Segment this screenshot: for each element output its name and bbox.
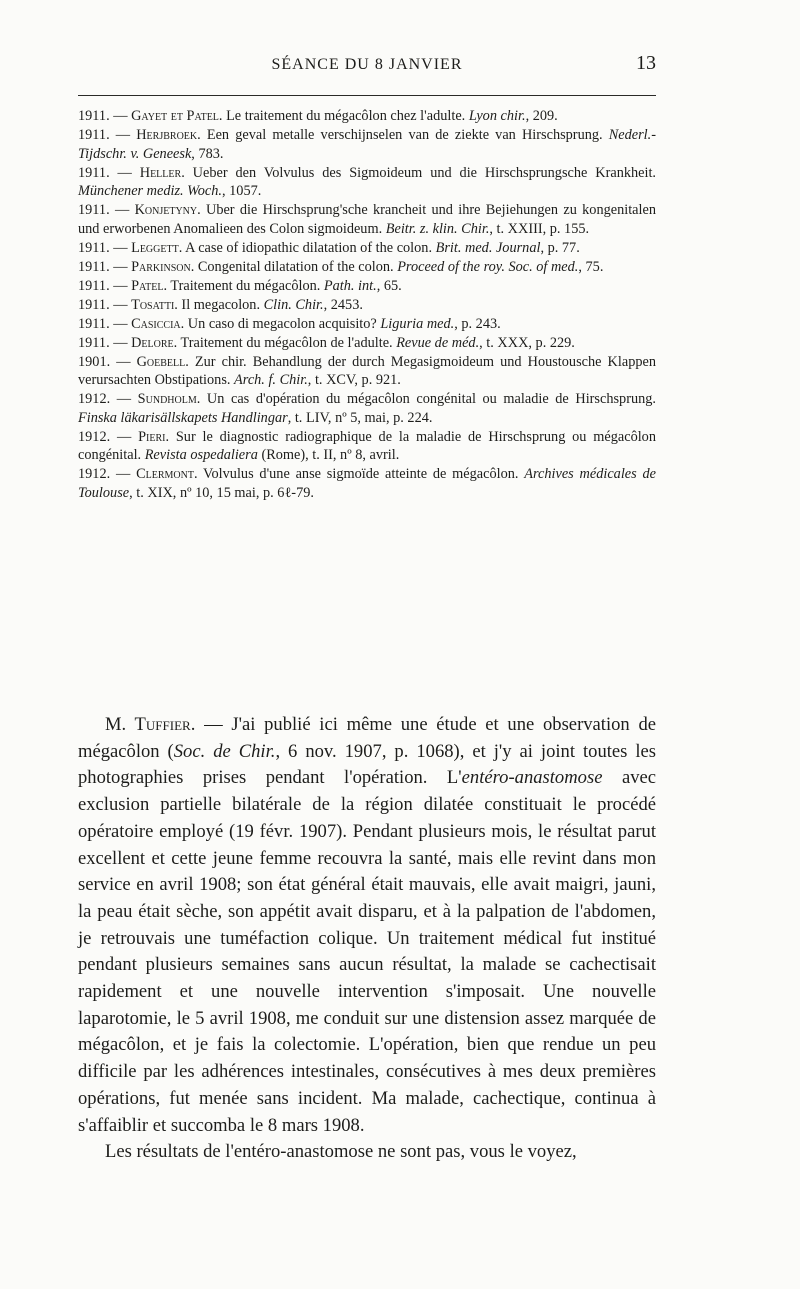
entry-title: . Uber die Hirschsprung'sche krancheit und ihre Bejiehungen zu kongenitalen und erworbenen Anomalieen des Colon sigmoideum. (78, 202, 656, 237)
entry-year: 1912. (78, 391, 111, 407)
entry-year: 1911. (78, 239, 110, 256)
bibliography-entry (78, 277, 656, 296)
entry-year: 1911. (78, 202, 110, 218)
entry-dash: — (110, 466, 137, 482)
entry-year: 1911. (78, 315, 110, 332)
entry-year: 1912. (78, 428, 111, 445)
bibliography-entry (78, 201, 656, 238)
entry-title: . Sur le diagnostic radiographique de la maladie de Hirschsprung ou mégacôlon congénital. (78, 428, 656, 463)
entry-details: , t. XXIII, p. 155. (489, 220, 590, 237)
body-paragraph (78, 1139, 656, 1166)
bibliography-entry (78, 239, 656, 258)
bibliography-entry (78, 107, 656, 126)
entry-dash: — (109, 296, 132, 313)
entry-title: . Zur chir. Behandlung der durch Megasigmoideum und Houstousche Klappen verursachten Obstipations. (78, 353, 656, 388)
header-rule (78, 95, 656, 96)
entry-details: , 209. (525, 108, 558, 124)
entry-author: Pieri (138, 428, 166, 445)
paragraph-text: , 6 nov. 1907, p. 1068), et j'y ai joint toutes les photographies prises pendant l'opération. L' (78, 740, 657, 789)
entry-journal: Münchener mediz. Woch. (78, 183, 222, 199)
entry-dash: — (109, 202, 135, 218)
entry-journal: Revista ospedaliera (144, 447, 258, 463)
bibliography-entry (78, 258, 656, 277)
entry-journal: Liguria med. (380, 315, 455, 332)
running-title: SÉANCE DU 8 JANVIER (271, 56, 463, 73)
entry-dash: — (109, 108, 132, 124)
entry-year: 1911. (78, 277, 110, 294)
paragraph-text: Les résultats de l'entéro-anastomose ne sont pas, vous le voyez, (105, 1141, 577, 1163)
entry-author: Clermont (136, 466, 194, 482)
entry-author: Leggett (131, 239, 179, 256)
paragraph-text: . — J'ai publié ici même une étude et une observation de mégacôlon ( (78, 714, 656, 762)
entry-dash: — (109, 239, 132, 256)
speaker-name: M. Tuffier (105, 714, 191, 735)
bibliography-entry (78, 296, 656, 315)
bibliography-entry (78, 126, 656, 163)
entry-title: . Ueber den Volvulus des Sigmoideum und die Hirschsprungsche Krankheit. (181, 164, 656, 181)
entry-year: 1901. (78, 353, 111, 370)
entry-title: . Volvulus d'une anse sigmoïde atteinte de mégacôlon. (193, 466, 525, 482)
entry-journal: Finska läkarisällskapets Handlingar (78, 409, 288, 426)
entry-dash: — (109, 258, 132, 275)
bibliography-entry (78, 353, 656, 390)
entry-details: , t. XCV, p. 921. (307, 372, 401, 388)
entry-details: , t. XIX, nº 10, 15 mai, p. 6ℓ-79. (129, 484, 314, 501)
bibliography-list (78, 107, 656, 503)
entry-author: Tosatti (131, 296, 175, 313)
entry-journal: Revue de méd. (396, 334, 480, 351)
entry-dash: — (109, 127, 137, 143)
entry-details: , t. LIV, nº 5, mai, p. 224. (287, 409, 433, 426)
entry-details: , t. XXX, p. 229. (479, 334, 575, 351)
journal-citation: Soc. de Chir. (173, 740, 276, 762)
entry-journal: Archives médicales de Toulouse (78, 466, 656, 501)
entry-year: 1911. (78, 258, 110, 275)
entry-year: 1911. (78, 164, 110, 181)
entry-title: . Le traitement du mégacôlon chez l'adulte. (218, 108, 469, 124)
entry-year: 1911. (78, 296, 110, 313)
entry-dash: — (110, 428, 139, 445)
entry-author: Gayet et Patel (131, 108, 219, 124)
bibliography-entry (78, 465, 656, 502)
entry-title: . Un cas d'opération du mégacôlon congénital ou maladie de Hirschsprung. (196, 391, 656, 407)
entry-journal: Lyon chir. (468, 108, 526, 124)
entry-journal: Beitr. z. klin. Chir. (385, 220, 490, 237)
entry-details: , p. 243. (454, 315, 501, 332)
page-header (78, 52, 656, 78)
entry-year: 1912. (78, 466, 111, 482)
page-number: 13 (636, 52, 656, 74)
entry-dash: — (109, 334, 132, 351)
bibliography-entry (78, 334, 656, 353)
entry-author: Heller (139, 164, 182, 181)
bibliography-entry (78, 428, 656, 465)
entry-author: Herjbroek (136, 127, 198, 143)
entry-details: , 65. (376, 277, 402, 294)
entry-year: 1911. (78, 108, 110, 124)
paragraph-text: avec exclusion partielle bilatérale de la région dilatée constituait le procédé opératoire employé (19 févr. 1907). Pendant plusieurs mois, le résultat parut excellent et cette jeune femme recouvra la santé, mais elle revint dans mon service en avril 1908; son état général était mauvais, elle avait maigri, jauni, la peau était sèche, son appétit avait disparu, et à la palpation de l'abdomen, je retrouvais une tuméfaction colique. Un traitement médical fut institué pendant plusieurs semaines sans aucun résultat, la malade se cachectisait rapidement et une nouvelle intervention s'imposait. Une nouvelle laparotomie, le 5 avril 1908, me conduit sur une distension assez marquée de mégacôlon, et je fais la colectomie. L'opération, bien que rendue un peu difficile par les adhérences intestinales, consécutives à mes deux premières opérations, fut menée sans incident. Ma malade, cachectique, continua à s'affaiblir et succomba le 8 mars 1908. (78, 767, 656, 1136)
entry-details: (Rome), t. II, nº 8, avril. (257, 447, 400, 463)
entry-title: . Traitement du mégacôlon. (163, 277, 324, 294)
entry-year: 1911. (78, 334, 110, 351)
entry-journal: Arch. f. Chir. (234, 372, 308, 388)
entry-author: Casiccia (131, 315, 181, 332)
entry-title: . Il megacolon. (174, 296, 264, 313)
bibliography-entry (78, 315, 656, 334)
entry-author: Delore (131, 334, 174, 351)
entry-author: Goebell (136, 353, 186, 370)
entry-author: Sundholm (137, 391, 197, 407)
entry-journal: Brit. med. Journal (435, 239, 541, 256)
main-text (78, 712, 656, 1166)
entry-details: , 1057. (222, 183, 262, 199)
entry-title: . Een geval metalle verschijnselen van de ziekte van Hirschsprung. (197, 127, 609, 143)
entry-title: . A case of idiopathic dilatation of the colon. (178, 239, 436, 256)
procedure-term: entéro-anastomose (461, 767, 603, 789)
entry-title: . Traitement du mégacôlon de l'adulte. (173, 334, 397, 351)
entry-year: 1911. (78, 127, 110, 143)
entry-details: , 75. (578, 258, 604, 275)
entry-dash: — (110, 391, 138, 407)
entry-details: , 2453. (323, 296, 363, 313)
entry-journal: Path. int. (323, 277, 377, 294)
entry-author: Parkinson (131, 258, 191, 275)
bibliography-entry (78, 164, 656, 201)
entry-details: , p. 77. (540, 239, 580, 256)
entry-title: . Un caso di megacolon acquisito? (180, 315, 381, 332)
entry-journal: Proceed of the roy. Soc. of med. (397, 258, 579, 275)
entry-author: Patel (131, 277, 164, 294)
entry-dash: — (110, 353, 137, 370)
body-paragraph (78, 712, 656, 1139)
entry-title: . Congenital dilatation of the colon. (190, 258, 398, 275)
entry-journal: Clin. Chir. (263, 296, 324, 313)
entry-author: Konjetyny (134, 202, 198, 218)
entry-dash: — (109, 315, 132, 332)
entry-journal: Nederl.-Tijdschr. v. Geneesk (78, 127, 656, 162)
bibliography-entry (78, 390, 656, 427)
entry-details: , 783. (191, 145, 224, 162)
entry-dash: — (109, 164, 140, 181)
entry-dash: — (109, 277, 132, 294)
